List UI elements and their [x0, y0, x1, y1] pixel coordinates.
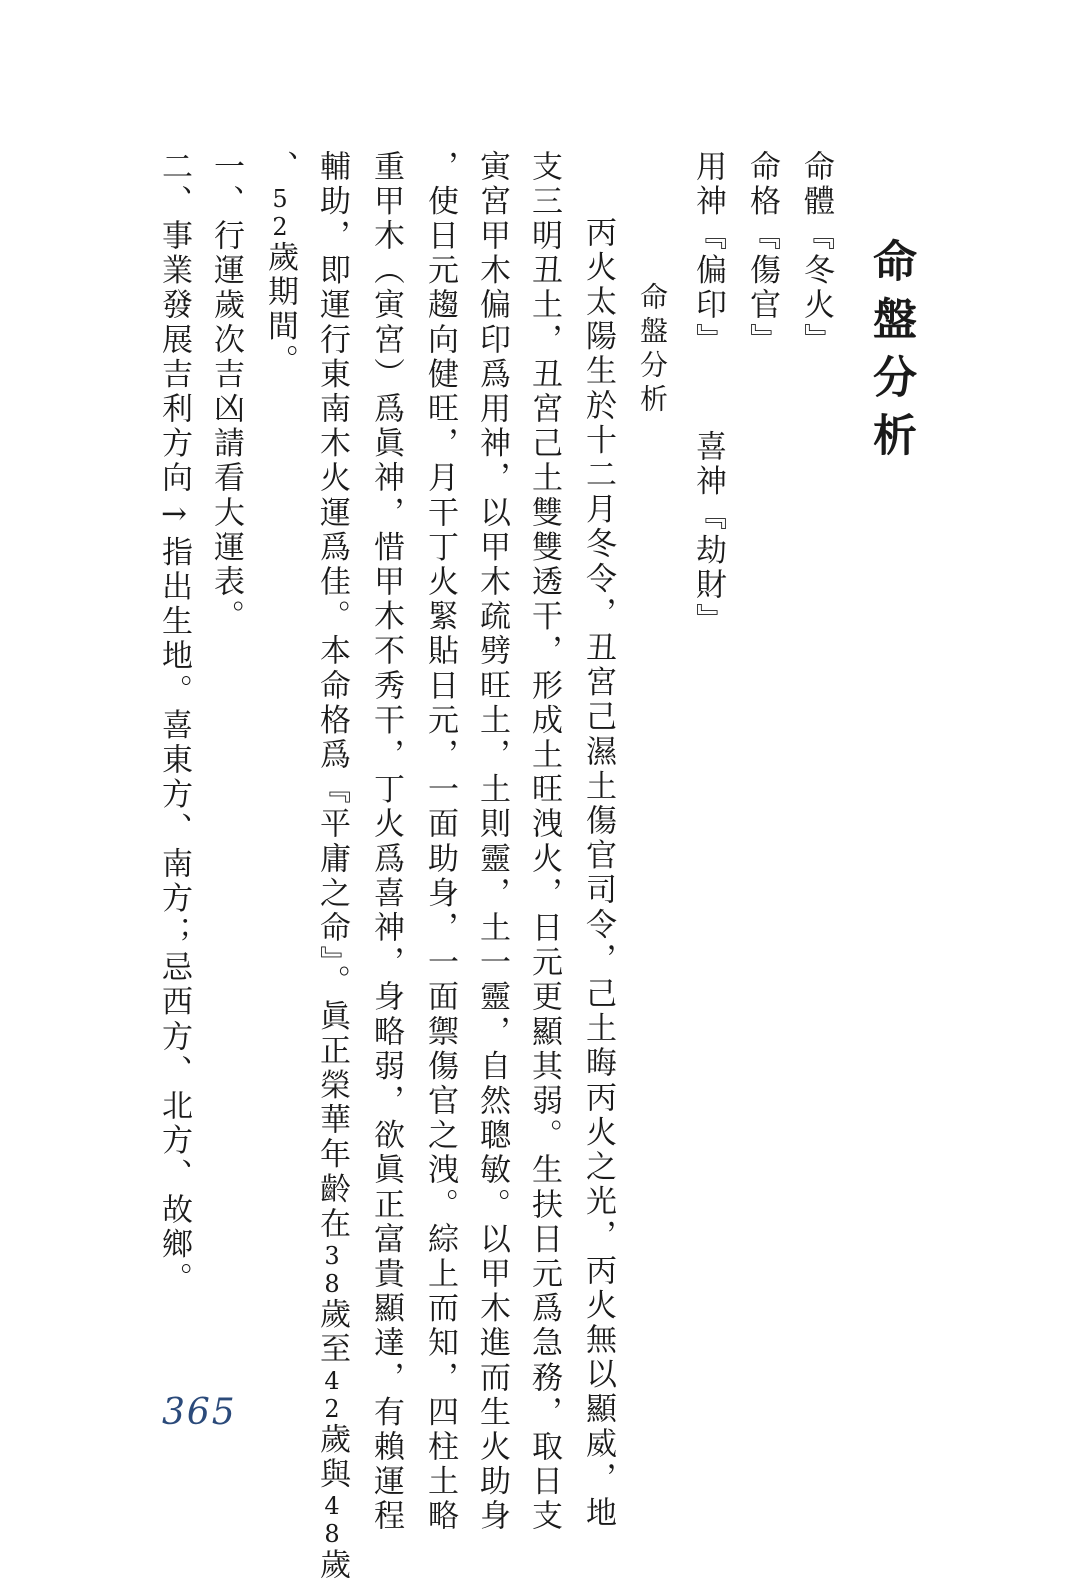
paragraph-line-7	[262, 150, 298, 380]
page-title: 命盤分析	[865, 238, 916, 470]
paragraph-line-6-text-b: 歲至	[314, 1297, 350, 1367]
paragraph-line-1: 丙火太陽生於十二月冬令，丑宮己濕土傷官司令，己土晦丙火之光，丙火無以顯威，地	[580, 216, 616, 1531]
paragraph-line-6-text-a: 輔助，即運行東南木火運爲佳。本命格爲『平庸之命』。眞正榮華年齡在	[314, 150, 350, 1242]
page-number: 365	[162, 1392, 237, 1433]
paragraph-line-7-text-a: 、	[262, 150, 298, 185]
paragraph-line-6-text-c: 歲與	[314, 1422, 350, 1493]
paragraph-line-3: 寅宮甲木偏印爲用神，以甲木疏劈旺土，土則靈，土一靈，自然聰敏。以甲木進而生火助身	[474, 150, 510, 1534]
paragraph-line-6-text-d: 歲	[314, 1548, 350, 1583]
paragraph-line-4: ，使日元趨向健旺，月干丁火緊貼日元，一面助身，一面禦傷官之洩。綜上而知，四柱土略	[422, 150, 458, 1534]
paragraph-line-6	[314, 150, 350, 1583]
paragraph-line-2: 支三明丑土，丑宮己土雙雙透干，形成土旺洩火，日元更顯其弱。生扶日元爲急務，取日支	[526, 150, 562, 1534]
age-42: 42	[318, 1366, 346, 1423]
xi-shen-line: 喜神『劫財』	[690, 430, 726, 638]
list-item-2: 二、事業發展吉利方向→指出生地。喜東方、南方；忌西方、北方、故鄉。	[156, 150, 192, 1297]
ming-ge-line: 命格『傷官』	[744, 150, 780, 358]
list-item-1: 一、行運歲次吉凶請看大運表。	[208, 150, 244, 635]
ming-ti-line: 命體『冬火』	[798, 150, 834, 358]
age-38: 38	[318, 1241, 346, 1298]
section-heading: 命盤分析	[636, 282, 669, 418]
age-48: 48	[318, 1492, 346, 1549]
yong-shen-line: 用神『偏印』	[690, 150, 726, 358]
age-52: 52	[266, 184, 294, 241]
paragraph-line-5: 重甲木（寅宮）爲眞神，惜甲木不秀干，丁火爲喜神，身略弱，欲眞正富貴顯達，有賴運程	[368, 150, 404, 1534]
paragraph-line-7-text-b: 歲期間。	[262, 240, 298, 380]
